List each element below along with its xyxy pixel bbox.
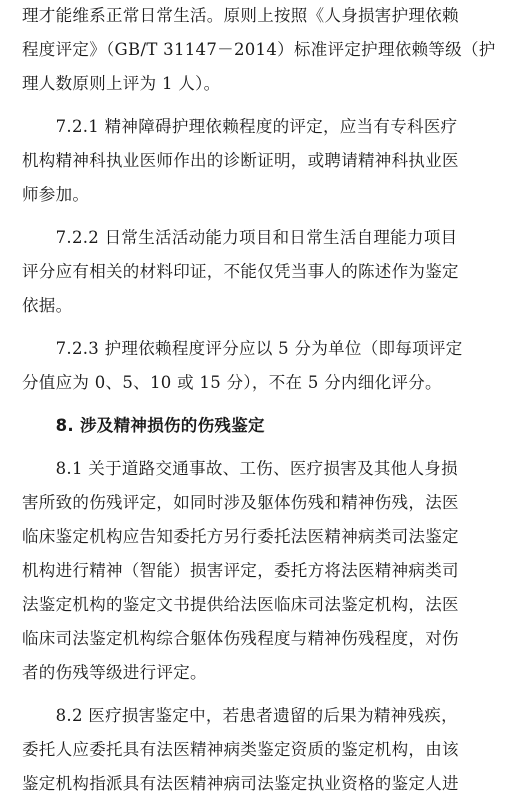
text-line: 程度评定》（GB/T 31147－2014）标准评定护理依赖等级（护 (22, 40, 496, 59)
text-line: 害所致的伤残评定，如同时涉及躯体伤残和精神伤残，法医 (22, 493, 459, 512)
text-line: 7.2.3 护理依赖程度评分应以 5 分为单位（即每项评定 (22, 339, 463, 358)
text-line: 临床司法鉴定机构综合躯体伤残程度与精神伤残程度，对伤 (22, 629, 459, 648)
text-line: 机构进行精神（智能）损害评定，委托方将法医精神病类司 (22, 561, 459, 580)
text-line: 委托人应委托具有法医精神病类鉴定资质的鉴定机构，由该 (22, 740, 459, 759)
text-line: 7.2.1 精神障碍护理依赖程度的评定，应当有专科医疗 (22, 117, 458, 136)
text-line: 7.2.2 日常生活活动能力项目和日常生活自理能力项目 (22, 228, 458, 247)
text-line: 法鉴定机构的鉴定文书提供给法医临床司法鉴定机构，法医 (22, 595, 459, 614)
text-line: 分值应为 0、5、10 或 15 分），不在 5 分内细化评分。 (22, 373, 442, 392)
text-line: 依据。 (22, 296, 73, 315)
text-line: 8.2 医疗损害鉴定中，若患者遗留的后果为精神残疾， (22, 706, 458, 725)
text-line: 理人数原则上评为 1 人）。 (22, 74, 221, 93)
text-line: 评分应有相关的材料印证，不能仅凭当事人的陈述作为鉴定 (22, 262, 459, 281)
text-line: 8.1 关于道路交通事故、工伤、医疗损害及其他人身损 (22, 459, 458, 478)
text-line: 师参加。 (22, 185, 90, 204)
section-heading: 8. 涉及精神损伤的伤残鉴定 (22, 416, 265, 435)
text-line: 理才能维系正常日常生活。原则上按照《人身损害护理依赖 (22, 6, 459, 25)
text-line: 机构精神科执业医师作出的诊断证明，或聘请精神科执业医 (22, 151, 459, 170)
text-line: 者的伤残等级进行评定。 (22, 663, 207, 682)
text-line: 鉴定机构指派具有法医精神病司法鉴定执业资格的鉴定人进 (22, 774, 459, 793)
text-line: 临床鉴定机构应告知委托方另行委托法医精神病类司法鉴定 (22, 527, 459, 546)
